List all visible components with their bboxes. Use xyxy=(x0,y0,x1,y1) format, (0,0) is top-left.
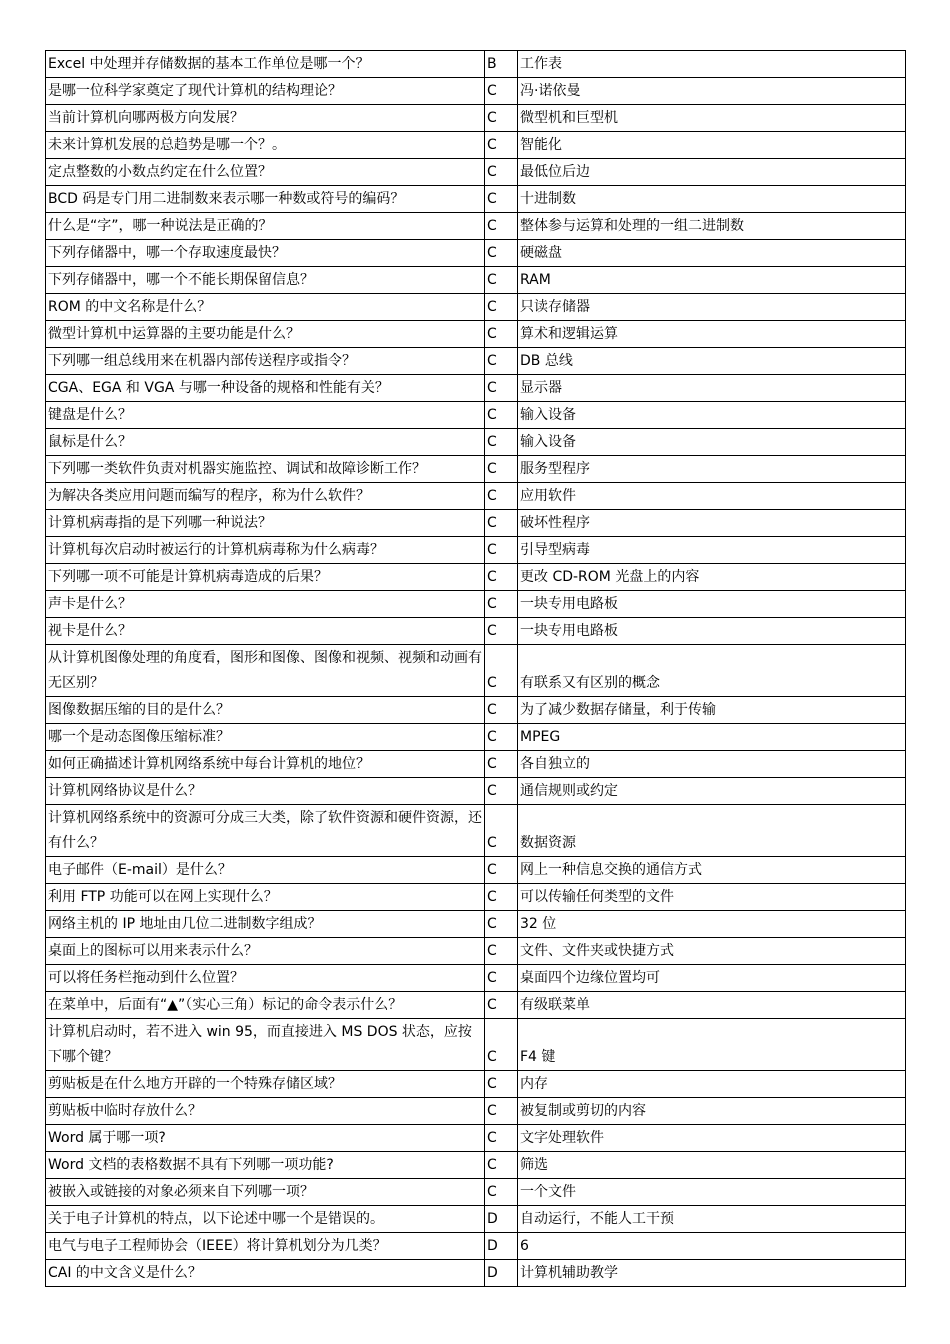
question-cell: 下列哪一组总线用来在机器内部传送程序或指令？ xyxy=(46,348,485,375)
question-cell: 剪贴板中临时存放什么？ xyxy=(46,1098,485,1125)
answer-letter-cell: C xyxy=(485,564,518,591)
answer-text-cell: 数据资源 xyxy=(518,805,906,857)
answer-letter-cell: C xyxy=(485,186,518,213)
answer-text-cell: 只读存储器 xyxy=(518,294,906,321)
answer-letter-cell: C xyxy=(485,537,518,564)
answer-text-cell: 筛选 xyxy=(518,1152,906,1179)
question-cell: 为解决各类应用问题而编写的程序，称为什么软件？ xyxy=(46,483,485,510)
answer-text-cell: 十进制数 xyxy=(518,186,906,213)
question-cell: 被嵌入或链接的对象必须来自下列哪一项？ xyxy=(46,1179,485,1206)
answer-text-cell: 显示器 xyxy=(518,375,906,402)
answer-text-cell: 工作表 xyxy=(518,51,906,78)
table-row xyxy=(46,697,906,724)
table-row xyxy=(46,51,906,78)
question-cell: 计算机每次启动时被运行的计算机病毒称为什么病毒？ xyxy=(46,537,485,564)
answer-letter-cell: C xyxy=(485,78,518,105)
table-row xyxy=(46,884,906,911)
table-row xyxy=(46,294,906,321)
answer-letter-cell: D xyxy=(485,1233,518,1260)
table-row xyxy=(46,537,906,564)
answer-letter-cell: C xyxy=(485,992,518,1019)
question-cell: 关于电子计算机的特点，以下论述中哪一个是错误的。 xyxy=(46,1206,485,1233)
question-cell: 网络主机的 IP 地址由几位二进制数字组成？ xyxy=(46,911,485,938)
question-cell: 当前计算机向哪两极方向发展？ xyxy=(46,105,485,132)
question-cell: CGA、EGA 和 VGA 与哪一种设备的规格和性能有关？ xyxy=(46,375,485,402)
answer-text-cell: 引导型病毒 xyxy=(518,537,906,564)
table-row xyxy=(46,992,906,1019)
table-row xyxy=(46,1125,906,1152)
table-row xyxy=(46,645,906,697)
answer-letter-cell: C xyxy=(485,1071,518,1098)
table-row xyxy=(46,1071,906,1098)
table-row xyxy=(46,724,906,751)
answer-text-cell: 服务型程序 xyxy=(518,456,906,483)
answer-text-cell: 冯·诺依曼 xyxy=(518,78,906,105)
table-row xyxy=(46,348,906,375)
question-cell: 声卡是什么？ xyxy=(46,591,485,618)
question-cell: 在菜单中，后面有“▲”（实心三角）标记的命令表示什么？ xyxy=(46,992,485,1019)
table-row xyxy=(46,240,906,267)
table-row xyxy=(46,321,906,348)
table-row xyxy=(46,911,906,938)
table-row xyxy=(46,429,906,456)
question-cell: 电气与电子工程师协会（IEEE）将计算机划分为几类？ xyxy=(46,1233,485,1260)
table-row xyxy=(46,618,906,645)
answer-letter-cell: B xyxy=(485,51,518,78)
question-cell: CAI 的中文含义是什么？ xyxy=(46,1260,485,1287)
answer-letter-cell: C xyxy=(485,965,518,992)
answer-letter-cell: C xyxy=(485,911,518,938)
question-cell: 下列存储器中，哪一个存取速度最快？ xyxy=(46,240,485,267)
answer-text-cell: 一个文件 xyxy=(518,1179,906,1206)
answer-text-cell: 通信规则或约定 xyxy=(518,778,906,805)
answer-letter-cell: C xyxy=(485,884,518,911)
question-cell: 哪一个是动态图像压缩标准？ xyxy=(46,724,485,751)
answer-letter-cell: C xyxy=(485,645,518,697)
answer-text-cell: 微型机和巨型机 xyxy=(518,105,906,132)
table-row xyxy=(46,132,906,159)
answer-letter-cell: C xyxy=(485,321,518,348)
table-row xyxy=(46,105,906,132)
answer-letter-cell: C xyxy=(485,294,518,321)
answer-letter-cell: C xyxy=(485,402,518,429)
table-row xyxy=(46,483,906,510)
answer-text-cell: 文件、文件夹或快捷方式 xyxy=(518,938,906,965)
answer-text-cell: 输入设备 xyxy=(518,402,906,429)
answer-letter-cell: C xyxy=(485,697,518,724)
question-cell: 图像数据压缩的目的是什么？ xyxy=(46,697,485,724)
answer-text-cell: F4 键 xyxy=(518,1019,906,1071)
answer-letter-cell: C xyxy=(485,348,518,375)
answer-letter-cell: C xyxy=(485,857,518,884)
question-cell: 下列哪一项不可能是计算机病毒造成的后果？ xyxy=(46,564,485,591)
question-cell: 利用 FTP 功能可以在网上实现什么？ xyxy=(46,884,485,911)
answer-letter-cell: C xyxy=(485,1098,518,1125)
answer-text-cell: 算术和逻辑运算 xyxy=(518,321,906,348)
question-cell: Excel 中处理并存储数据的基本工作单位是哪一个？ xyxy=(46,51,485,78)
table-row xyxy=(46,213,906,240)
answer-letter-cell: C xyxy=(485,429,518,456)
question-cell: Word 文档的表格数据不具有下列哪一项功能? xyxy=(46,1152,485,1179)
answer-letter-cell: C xyxy=(485,724,518,751)
answer-text-cell: 最低位后边 xyxy=(518,159,906,186)
answer-letter-cell: C xyxy=(485,805,518,857)
answer-text-cell: 32 位 xyxy=(518,911,906,938)
question-cell: 下列哪一类软件负责对机器实施监控、调试和故障诊断工作？ xyxy=(46,456,485,483)
question-cell: 视卡是什么？ xyxy=(46,618,485,645)
answer-text-cell: 被复制或剪切的内容 xyxy=(518,1098,906,1125)
question-cell: 计算机病毒指的是下列哪一种说法？ xyxy=(46,510,485,537)
table-row xyxy=(46,778,906,805)
table-row xyxy=(46,1206,906,1233)
question-cell: ROM 的中文名称是什么？ xyxy=(46,294,485,321)
answer-text-cell: 计算机辅助教学 xyxy=(518,1260,906,1287)
table-row xyxy=(46,1098,906,1125)
answer-letter-cell: C xyxy=(485,938,518,965)
answer-text-cell: 一块专用电路板 xyxy=(518,618,906,645)
question-cell: 定点整数的小数点约定在什么位置？ xyxy=(46,159,485,186)
table-row xyxy=(46,751,906,778)
question-cell: 桌面上的图标可以用来表示什么？ xyxy=(46,938,485,965)
answer-text-cell: MPEG xyxy=(518,724,906,751)
question-cell: 未来计算机发展的总趋势是哪一个？。 xyxy=(46,132,485,159)
question-cell: 下列存储器中，哪一个不能长期保留信息？ xyxy=(46,267,485,294)
table-row xyxy=(46,375,906,402)
table-row xyxy=(46,1019,906,1071)
answer-text-cell: 硬磁盘 xyxy=(518,240,906,267)
table-row xyxy=(46,186,906,213)
answer-text-cell: 可以传输任何类型的文件 xyxy=(518,884,906,911)
answer-text-cell: 6 xyxy=(518,1233,906,1260)
table-row xyxy=(46,1179,906,1206)
table-row xyxy=(46,965,906,992)
question-cell: 计算机网络系统中的资源可分成三大类，除了软件资源和硬件资源，还有什么？ xyxy=(46,805,485,857)
answer-letter-cell: C xyxy=(485,1125,518,1152)
question-cell: 是哪一位科学家奠定了现代计算机的结构理论？ xyxy=(46,78,485,105)
question-cell: 可以将任务栏拖动到什么位置？ xyxy=(46,965,485,992)
answer-letter-cell: C xyxy=(485,1152,518,1179)
answer-text-cell: 有联系又有区别的概念 xyxy=(518,645,906,697)
table-row xyxy=(46,1152,906,1179)
answer-letter-cell: C xyxy=(485,778,518,805)
table-row xyxy=(46,1260,906,1287)
answer-letter-cell: C xyxy=(485,213,518,240)
answer-text-cell: DB 总线 xyxy=(518,348,906,375)
answer-text-cell: 输入设备 xyxy=(518,429,906,456)
answer-letter-cell: C xyxy=(485,105,518,132)
answer-text-cell: 有级联菜单 xyxy=(518,992,906,1019)
answer-text-cell: 内存 xyxy=(518,1071,906,1098)
answer-letter-cell: C xyxy=(485,159,518,186)
answer-text-cell: 自动运行，不能人工干预 xyxy=(518,1206,906,1233)
answer-text-cell: 应用软件 xyxy=(518,483,906,510)
answer-text-cell: 破坏性程序 xyxy=(518,510,906,537)
question-cell: 计算机网络协议是什么？ xyxy=(46,778,485,805)
answer-letter-cell: C xyxy=(485,456,518,483)
question-cell: 剪贴板是在什么地方开辟的一个特殊存储区域？ xyxy=(46,1071,485,1098)
answer-text-cell: 为了减少数据存储量，利于传输 xyxy=(518,697,906,724)
answer-letter-cell: C xyxy=(485,591,518,618)
question-cell: 微型计算机中运算器的主要功能是什么？ xyxy=(46,321,485,348)
answer-letter-cell: C xyxy=(485,1179,518,1206)
answer-letter-cell: C xyxy=(485,240,518,267)
table-row xyxy=(46,78,906,105)
table-row xyxy=(46,159,906,186)
answer-text-cell: 一块专用电路板 xyxy=(518,591,906,618)
question-answer-document xyxy=(45,50,905,1287)
answer-text-cell: 文字处理软件 xyxy=(518,1125,906,1152)
answer-letter-cell: D xyxy=(485,1206,518,1233)
question-cell: 键盘是什么？ xyxy=(46,402,485,429)
table-row xyxy=(46,857,906,884)
table-row xyxy=(46,938,906,965)
table-row xyxy=(46,1233,906,1260)
answer-letter-cell: C xyxy=(485,132,518,159)
table-row xyxy=(46,267,906,294)
table-body xyxy=(46,51,906,1287)
answer-text-cell: RAM xyxy=(518,267,906,294)
question-cell: BCD 码是专门用二进制数来表示哪一种数或符号的编码？ xyxy=(46,186,485,213)
question-cell: 从计算机图像处理的角度看，图形和图像、图像和视频、视频和动画有无区别？ xyxy=(46,645,485,697)
question-cell: 电子邮件（E-mail）是什么？ xyxy=(46,857,485,884)
answer-letter-cell: C xyxy=(485,375,518,402)
answer-letter-cell: C xyxy=(485,1019,518,1071)
table-row xyxy=(46,510,906,537)
table-row xyxy=(46,805,906,857)
table-row xyxy=(46,564,906,591)
answer-letter-cell: C xyxy=(485,510,518,537)
answer-letter-cell: C xyxy=(485,618,518,645)
answer-text-cell: 更改 CD-ROM 光盘上的内容 xyxy=(518,564,906,591)
table-row xyxy=(46,591,906,618)
table-row xyxy=(46,456,906,483)
question-cell: 鼠标是什么？ xyxy=(46,429,485,456)
table-row xyxy=(46,402,906,429)
answer-letter-cell: D xyxy=(485,1260,518,1287)
answer-text-cell: 网上一种信息交换的通信方式 xyxy=(518,857,906,884)
answer-text-cell: 各自独立的 xyxy=(518,751,906,778)
answer-text-cell: 智能化 xyxy=(518,132,906,159)
answer-letter-cell: C xyxy=(485,483,518,510)
question-cell: 计算机启动时，若不进入 win 95，而直接进入 MS DOS 状态，应按下哪个键？ xyxy=(46,1019,485,1071)
question-cell: 如何正确描述计算机网络系统中每台计算机的地位？ xyxy=(46,751,485,778)
question-cell: Word 属于哪一项? xyxy=(46,1125,485,1152)
question-cell: 什么是“字”，哪一种说法是正确的？ xyxy=(46,213,485,240)
question-answer-table xyxy=(45,50,906,1287)
answer-letter-cell: C xyxy=(485,751,518,778)
answer-text-cell: 整体参与运算和处理的一组二进制数 xyxy=(518,213,906,240)
answer-letter-cell: C xyxy=(485,267,518,294)
answer-text-cell: 桌面四个边缘位置均可 xyxy=(518,965,906,992)
